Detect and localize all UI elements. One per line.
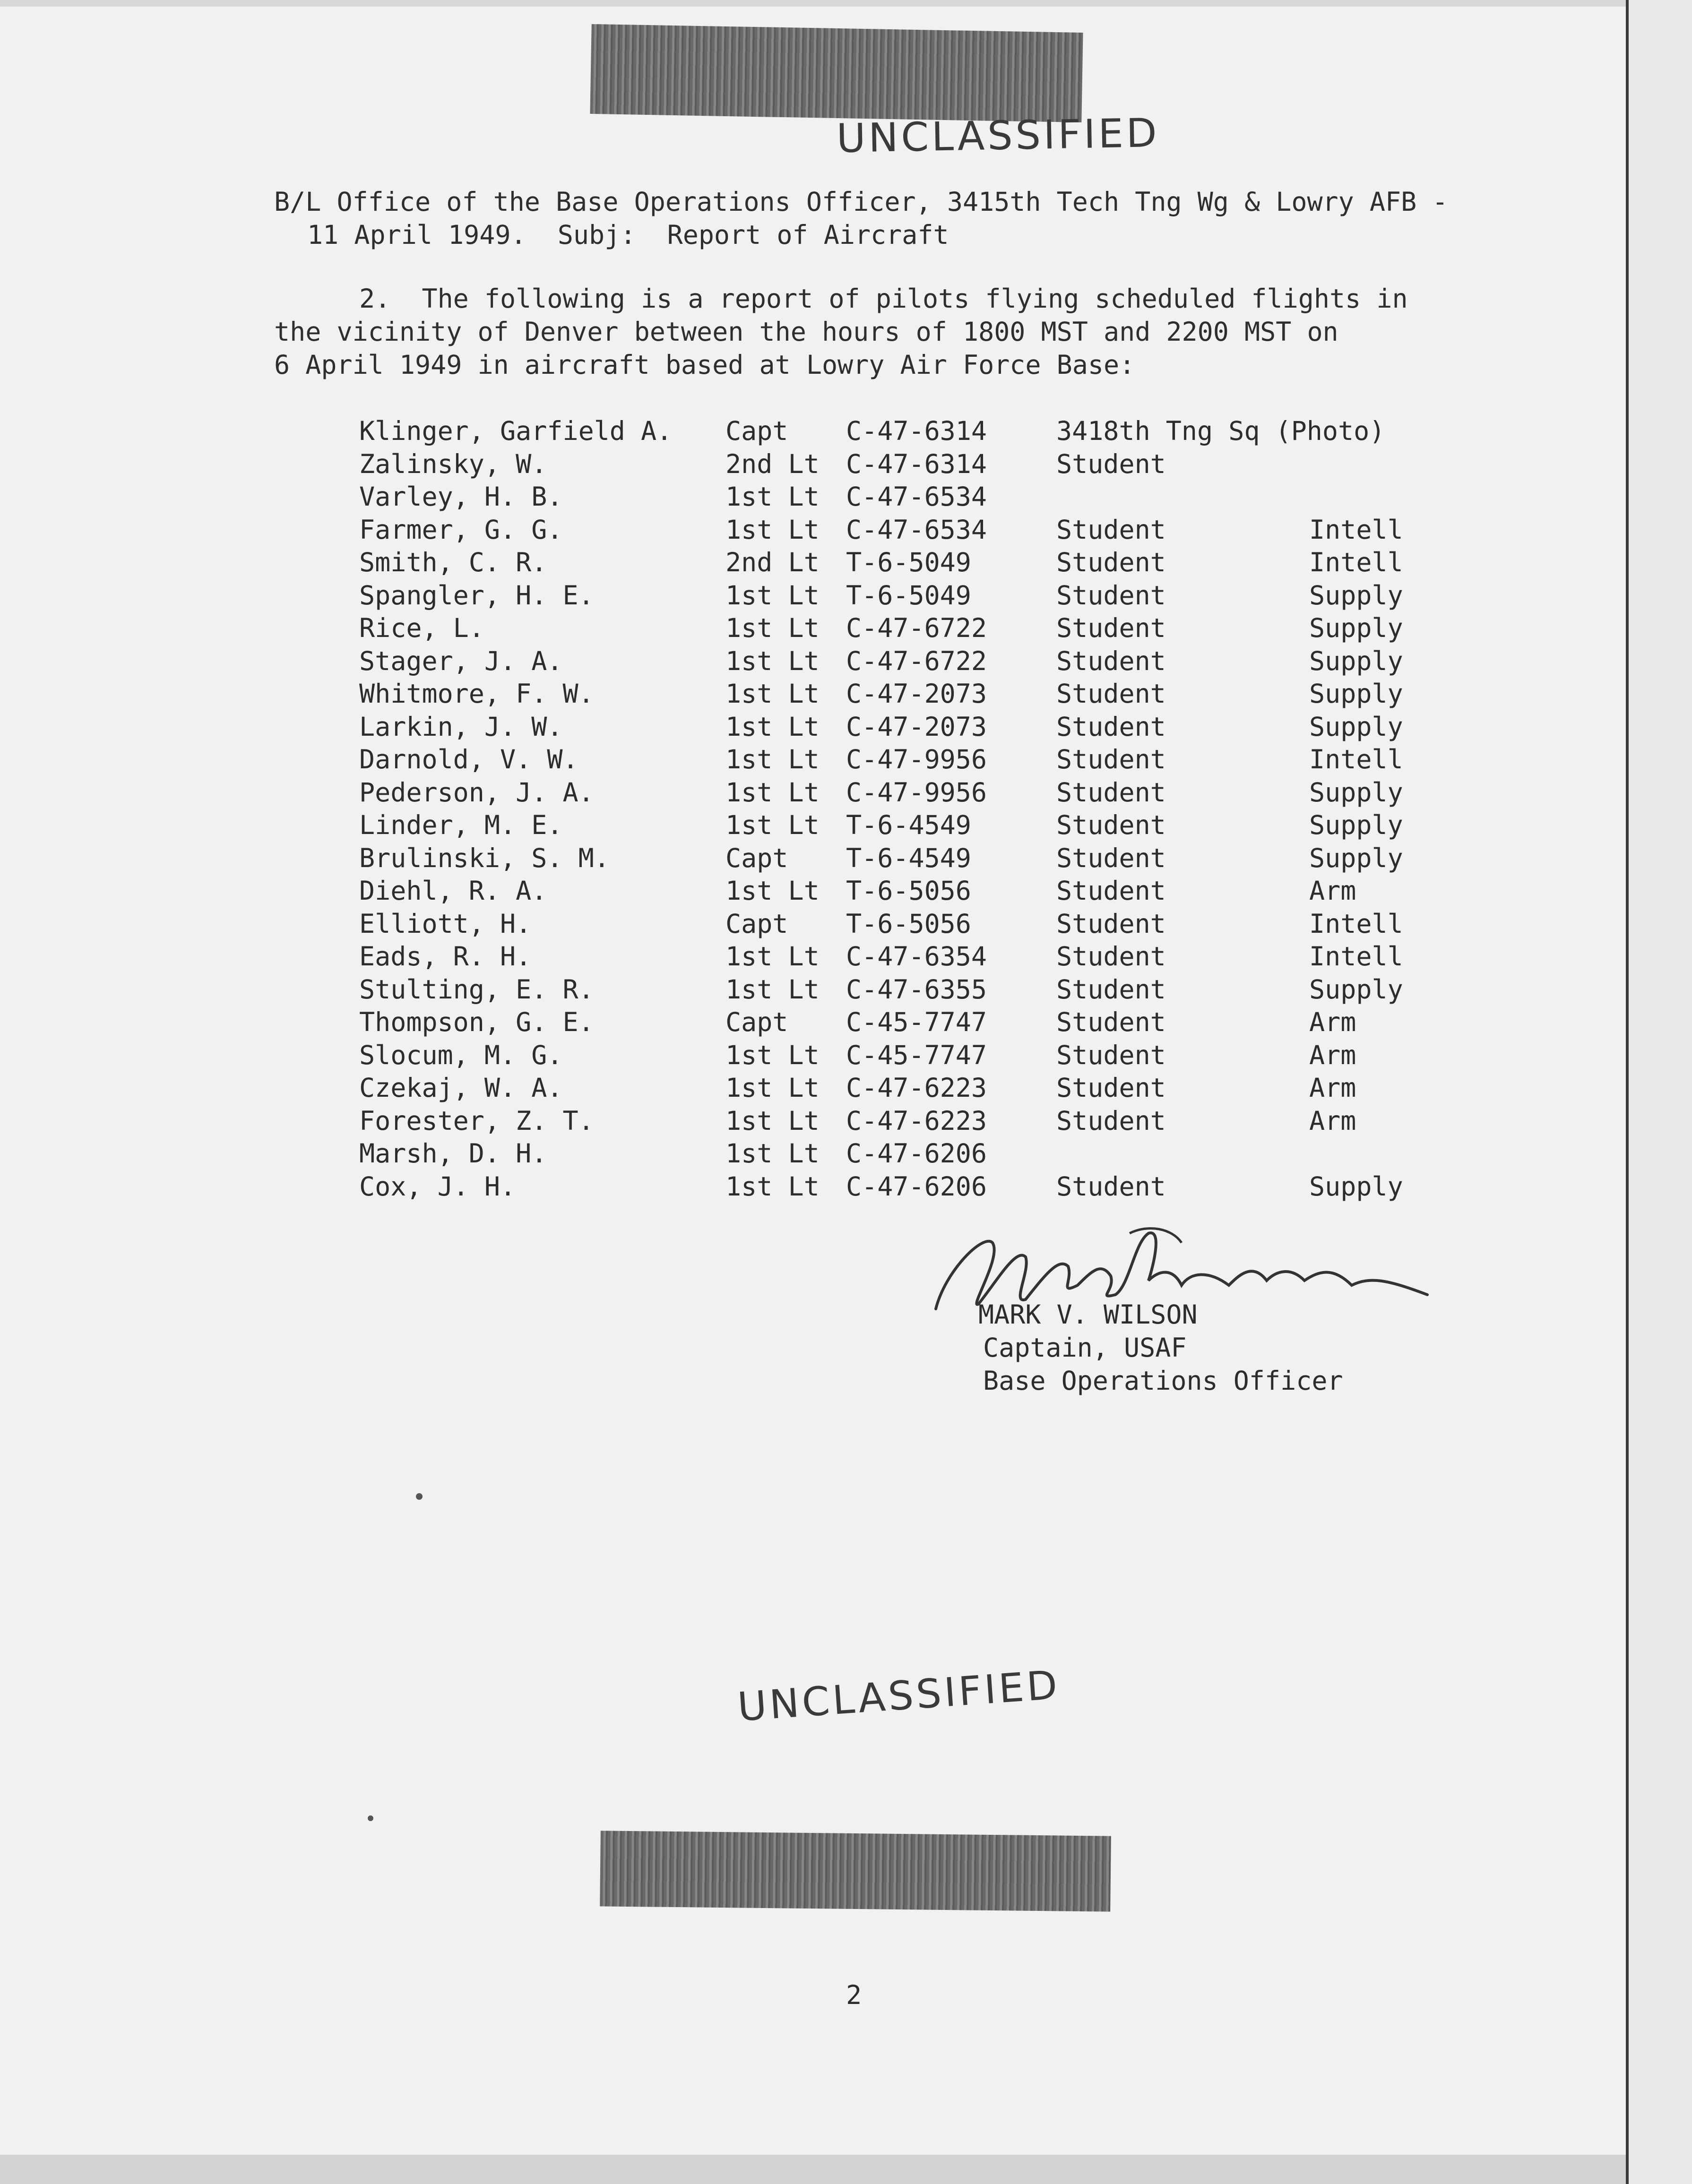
roster-row <box>0 777 1626 810</box>
pilot-name: Elliott, H. <box>359 908 532 939</box>
pilot-name: Larkin, J. W. <box>359 711 563 742</box>
pilot-branch: Intell <box>1309 514 1403 545</box>
pilot-rank: 1st Lt <box>725 1138 820 1169</box>
pilot-branch: Arm <box>1309 1040 1356 1070</box>
pilot-rank: 1st Lt <box>725 514 820 545</box>
pilot-name: Forester, Z. T. <box>359 1105 594 1136</box>
roster-row <box>0 974 1626 1007</box>
aircraft-number: C-47-6722 <box>846 613 987 643</box>
redaction-bar-top <box>590 24 1083 122</box>
roster-row <box>0 712 1626 745</box>
roster-row <box>0 449 1626 482</box>
pilot-rank: Capt <box>725 1007 788 1037</box>
pilot-rank: 1st Lt <box>725 711 820 742</box>
pilot-name: Czekaj, W. A. <box>359 1073 563 1103</box>
aircraft-number: T-6-4549 <box>846 810 971 840</box>
pilot-name: Eads, R. H. <box>359 941 532 972</box>
pilot-unit: Student <box>1056 1105 1166 1136</box>
pilot-branch: Supply <box>1309 580 1403 610</box>
pilot-rank: 1st Lt <box>725 645 820 676</box>
pilot-unit: Student <box>1056 645 1166 676</box>
pilot-unit: Student <box>1056 908 1166 939</box>
pilot-branch: Supply <box>1309 777 1403 808</box>
aircraft-number: C-47-6314 <box>846 448 987 479</box>
roster-row <box>0 1171 1626 1204</box>
pilot-rank: 1st Lt <box>725 744 820 774</box>
roster-row <box>0 1007 1626 1040</box>
aircraft-number: C-47-2073 <box>846 679 987 709</box>
pilot-unit: Student <box>1056 941 1166 972</box>
pilot-branch: Intell <box>1309 941 1403 972</box>
pilot-rank: 1st Lt <box>725 974 820 1005</box>
roster-row <box>0 810 1626 843</box>
pilot-unit: Student <box>1056 777 1166 808</box>
roster-row <box>0 1106 1626 1139</box>
roster-row <box>0 1073 1626 1106</box>
aircraft-number: C-47-6534 <box>846 482 987 512</box>
pilot-branch: Supply <box>1309 974 1403 1005</box>
aircraft-number: T-6-5056 <box>846 908 971 939</box>
pilot-name: Stager, J. A. <box>359 645 563 676</box>
pilot-unit: Student <box>1056 843 1166 873</box>
pilot-rank: Capt <box>725 843 788 873</box>
aircraft-number: C-47-6534 <box>846 514 987 545</box>
pilot-branch: Arm <box>1309 1007 1356 1037</box>
pilot-name: Farmer, G. G. <box>359 514 563 545</box>
paragraph-line-1: 2. The following is a report of pilots flying scheduled flights in <box>359 284 1408 314</box>
signer-name: MARK V. WILSON <box>978 1299 1198 1330</box>
pilot-name: Brulinski, S. M. <box>359 843 610 873</box>
pilot-name: Smith, C. R. <box>359 547 547 577</box>
aircraft-number: C-47-9956 <box>846 777 987 808</box>
pilot-name: Cox, J. H. <box>359 1171 516 1202</box>
pilot-branch: Supply <box>1309 711 1403 742</box>
pilot-name: Slocum, M. G. <box>359 1040 563 1070</box>
pilot-rank: Capt <box>725 416 788 446</box>
aircraft-number: C-47-6206 <box>846 1138 987 1169</box>
roster-row <box>0 744 1626 777</box>
aircraft-number: C-47-6722 <box>846 645 987 676</box>
pilot-branch: Arm <box>1309 1073 1356 1103</box>
pilot-branch: Arm <box>1309 1105 1356 1136</box>
signer-rank: Captain, USAF <box>983 1333 1187 1363</box>
pilot-branch: Supply <box>1309 645 1403 676</box>
scan-speck <box>368 1815 373 1821</box>
pilot-rank: 1st Lt <box>725 941 820 972</box>
pilot-unit: Student <box>1056 1073 1166 1103</box>
pilot-unit: Student <box>1056 810 1166 840</box>
pilot-name: Pederson, J. A. <box>359 777 594 808</box>
aircraft-number: C-47-6223 <box>846 1073 987 1103</box>
roster-row <box>0 909 1626 942</box>
pilot-unit: Student <box>1056 1007 1166 1037</box>
aircraft-number: C-47-6355 <box>846 974 987 1005</box>
pilot-rank: 2nd Lt <box>725 448 820 479</box>
redaction-bar-bottom <box>600 1831 1111 1911</box>
pilot-rank: 1st Lt <box>725 679 820 709</box>
pilot-unit: Student <box>1056 514 1166 545</box>
pilot-branch: Supply <box>1309 679 1403 709</box>
pilot-unit: 3418th Tng Sq (Photo) <box>1056 416 1385 446</box>
aircraft-number: C-47-6223 <box>846 1105 987 1136</box>
pilot-unit: Student <box>1056 547 1166 577</box>
pilot-name: Marsh, D. H. <box>359 1138 547 1169</box>
pilot-rank: 1st Lt <box>725 876 820 906</box>
aircraft-number: C-47-6314 <box>846 416 987 446</box>
paragraph-line-2: the vicinity of Denver between the hours of 1800 MST and 2200 MST on <box>274 317 1338 347</box>
pilot-name: Thompson, G. E. <box>359 1007 594 1037</box>
classification-stamp-bottom: UNCLASSIFIED <box>736 1661 1062 1730</box>
pilot-unit: Student <box>1056 711 1166 742</box>
roster-row <box>0 482 1626 515</box>
pilot-unit: Student <box>1056 448 1166 479</box>
aircraft-number: C-45-7747 <box>846 1040 987 1070</box>
pilot-rank: 2nd Lt <box>725 547 820 577</box>
roster-row <box>0 515 1626 548</box>
aircraft-number: C-47-6354 <box>846 941 987 972</box>
pilot-name: Rice, L. <box>359 613 484 643</box>
roster-row <box>0 416 1626 449</box>
pilot-name: Varley, H. B. <box>359 482 563 512</box>
roster-row <box>0 1040 1626 1073</box>
header-line-2: 11 April 1949. Subj: Report of Aircraft <box>307 220 949 250</box>
pilot-name: Spangler, H. E. <box>359 580 594 610</box>
roster-row <box>0 613 1626 646</box>
aircraft-number: T-6-5049 <box>846 547 971 577</box>
pilot-branch: Supply <box>1309 810 1403 840</box>
pilot-rank: 1st Lt <box>725 1073 820 1103</box>
pilot-rank: 1st Lt <box>725 1040 820 1070</box>
pilot-branch: Arm <box>1309 876 1356 906</box>
pilot-unit: Student <box>1056 613 1166 643</box>
paragraph-line-3: 6 April 1949 in aircraft based at Lowry Air Force Base: <box>274 350 1135 380</box>
pilot-unit: Student <box>1056 580 1166 610</box>
scan-top-edge <box>0 0 1626 7</box>
pilot-name: Darnold, V. W. <box>359 744 578 774</box>
pilot-rank: 1st Lt <box>725 810 820 840</box>
roster-row <box>0 679 1626 712</box>
pilot-branch: Intell <box>1309 908 1403 939</box>
pilot-rank: 1st Lt <box>725 777 820 808</box>
pilot-unit: Student <box>1056 744 1166 774</box>
pilot-rank: 1st Lt <box>725 482 820 512</box>
aircraft-number: T-6-4549 <box>846 843 971 873</box>
pilot-name: Klinger, Garfield A. <box>359 416 673 446</box>
pilot-rank: 1st Lt <box>725 1171 820 1202</box>
roster-row <box>0 547 1626 580</box>
pilot-unit: Student <box>1056 1040 1166 1070</box>
pilot-branch: Supply <box>1309 613 1403 643</box>
aircraft-number: C-47-9956 <box>846 744 987 774</box>
pilot-unit: Student <box>1056 679 1166 709</box>
pilot-name: Linder, M. E. <box>359 810 563 840</box>
aircraft-number: T-6-5049 <box>846 580 971 610</box>
pilot-name: Diehl, R. A. <box>359 876 547 906</box>
pilot-branch: Supply <box>1309 843 1403 873</box>
pilot-name: Zalinsky, W. <box>359 448 547 479</box>
roster-row <box>0 843 1626 876</box>
header-line-1: B/L Office of the Base Operations Officer, 3415th Tech Tng Wg & Lowry AFB - <box>274 187 1448 217</box>
pilot-branch: Intell <box>1309 547 1403 577</box>
classification-stamp-top: UNCLASSIFIED <box>836 110 1160 162</box>
page-number: 2 <box>846 1980 862 2010</box>
pilot-rank: 1st Lt <box>725 613 820 643</box>
aircraft-number: C-47-2073 <box>846 711 987 742</box>
roster-row <box>0 646 1626 679</box>
pilot-unit: Student <box>1056 876 1166 906</box>
roster-row <box>0 1138 1626 1171</box>
scan-bottom-edge <box>0 2155 1626 2184</box>
aircraft-number: C-45-7747 <box>846 1007 987 1037</box>
pilot-rank: 1st Lt <box>725 580 820 610</box>
pilot-branch: Supply <box>1309 1171 1403 1202</box>
pilot-rank: Capt <box>725 908 788 939</box>
scan-right-edge <box>1626 0 1629 2184</box>
scan-speck <box>416 1493 423 1500</box>
signer-title: Base Operations Officer <box>983 1366 1343 1396</box>
pilot-name: Stulting, E. R. <box>359 974 594 1005</box>
pilot-name: Whitmore, F. W. <box>359 679 594 709</box>
aircraft-number: T-6-5056 <box>846 876 971 906</box>
pilot-rank: 1st Lt <box>725 1105 820 1136</box>
roster-row <box>0 876 1626 909</box>
aircraft-number: C-47-6206 <box>846 1171 987 1202</box>
pilot-unit: Student <box>1056 1171 1166 1202</box>
pilot-unit: Student <box>1056 974 1166 1005</box>
roster-row <box>0 941 1626 974</box>
roster-row <box>0 580 1626 613</box>
pilot-branch: Intell <box>1309 744 1403 774</box>
